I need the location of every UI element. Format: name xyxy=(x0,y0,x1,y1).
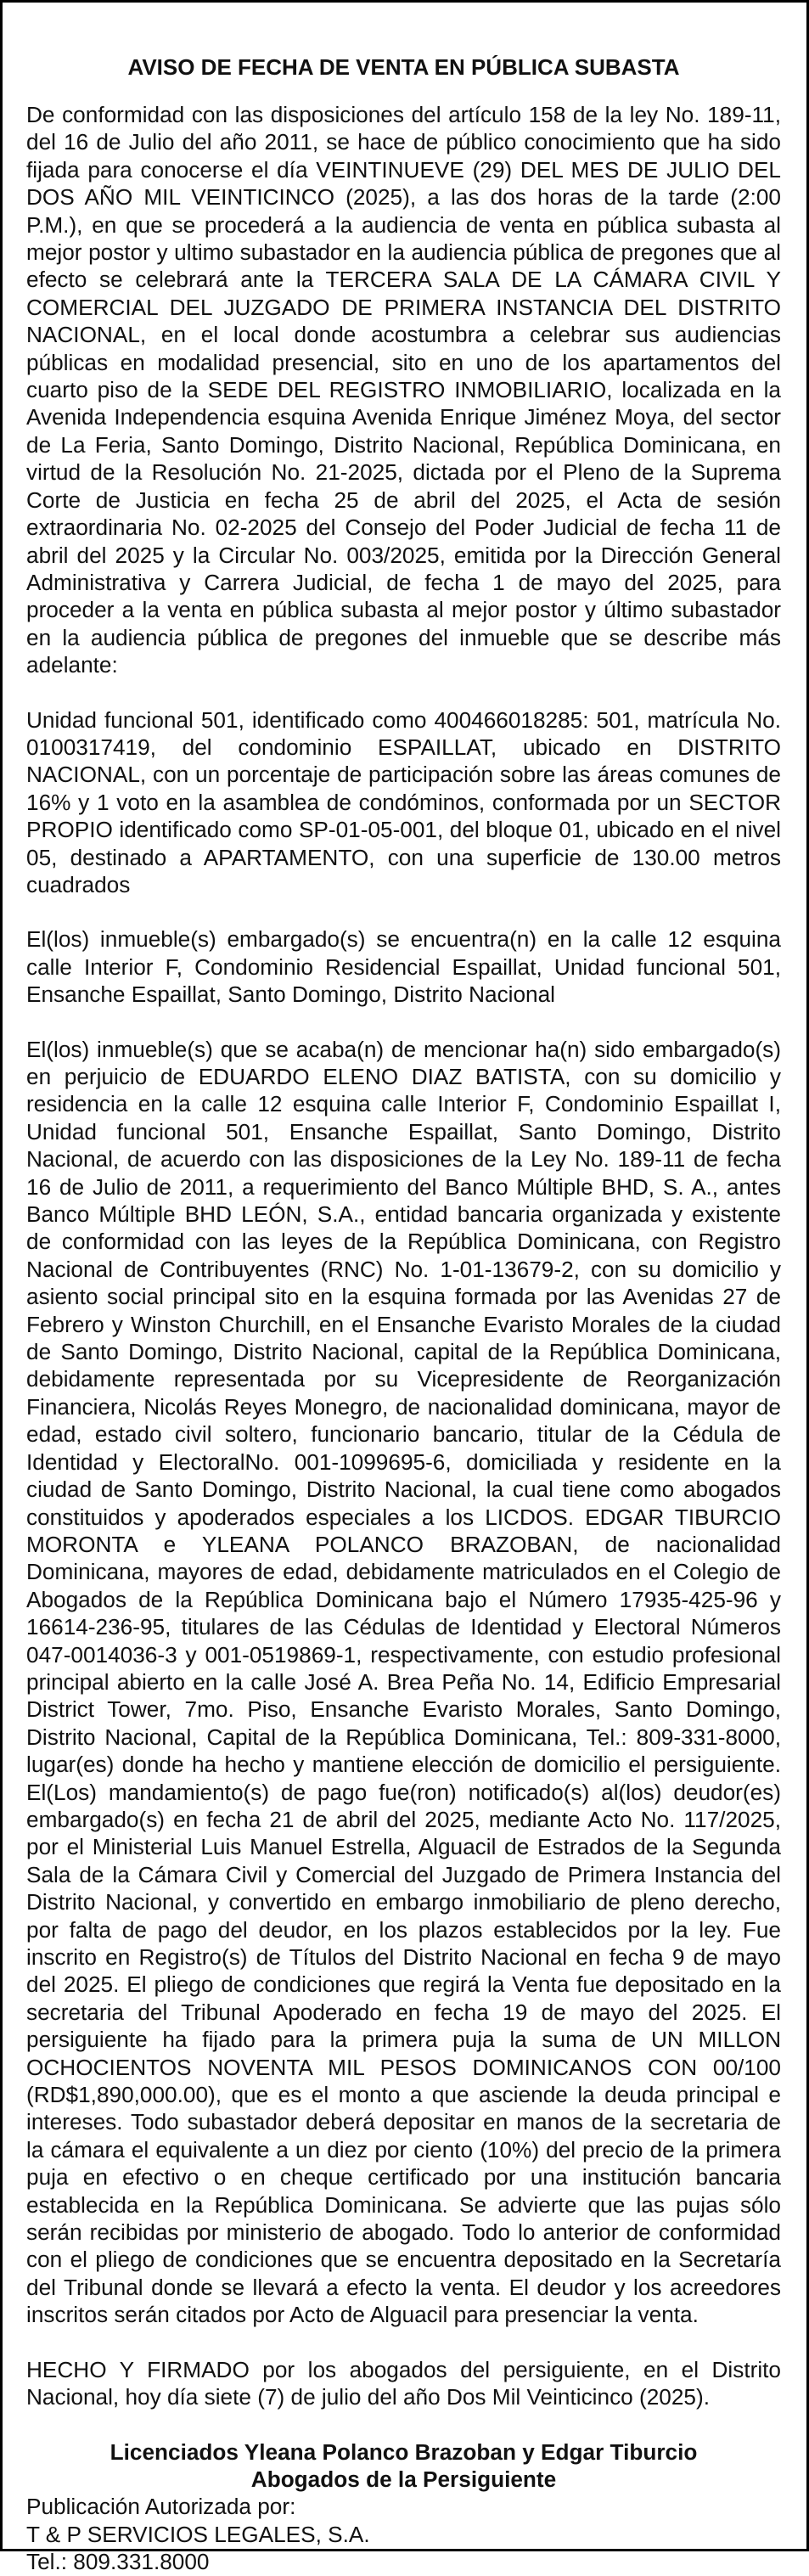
notice-paragraph-intro: De conformidad con las disposiciones del artículo 158 de la ley No. 189-11, del 16 de Julio del año 2011, se hace de público conocimiento que ha sido fijada para conocerse el día VEINTINUEVE (29) DEL MES DE JULIO DEL DOS AÑO MIL VEINTICINCO (2025), a las dos horas de la tarde (2:00 P.M.), en que se procederá a la audiencia de venta en pública subasta al mejor postor y ultimo subastador en la audiencia pública de pregones que al efecto se celebrará ante la TERCERA SALA DE LA CÁMARA CIVIL Y COMERCIAL DEL JUZGADO DE PRIMERA INSTANCIA DEL DISTRITO NACIONAL, en el local donde acostumbra a celebrar sus audiencias públicas en modalidad presencial, sito en uno de los apartamentos del cuarto piso de la SEDE DEL REGISTRO INMOBILIARIO, localizada en la Avenida Independencia esquina Avenida Enrique Jiménez Moya, del sector de La Feria, Santo Domingo, Distrito Nacional, República Dominicana, en virtud de la Resolución No. 21-2025, dictada por el Pleno de la Suprema Corte de Justicia en fecha 25 de abril del 2025, el Acta de sesión extraordinaria No. 02-2025 del Consejo del Poder Judicial de fecha 11 de abril del 2025 y la Circular No. 003/2025, emitida por la Dirección General Administrativa y Carrera Judicial, de fecha 1 de mayo del 2025, para proceder a la venta en pública subasta al mejor postor y último subastador en la audiencia pública de pregones del inmueble que se describe más adelante: xyxy=(26,102,781,678)
footer-phone: Tel.: 809.331.8000 xyxy=(26,2549,210,2575)
footer-company-name: T & P SERVICIOS LEGALES, S.A. xyxy=(26,2521,370,2547)
footer-authorized-label: Publicación Autorizada por: xyxy=(26,2494,296,2520)
signature-role: Abogados de la Persiguiente xyxy=(250,2466,557,2492)
notice-paragraph-property: Unidad funcional 501, identificado como 400466018285: 501, matrícula No. 0100317419, del condominio ESPAILLAT, ubicado en DISTRITO NACIONAL, con un porcentaje de participación sobre las áreas comunes de 16% y 1 voto en la asamblea de condóminos, conformada por un SECTOR PROPIO identificado como SP-01-05-001, del bloque 01, ubicado en el nivel 05, destinado a APARTAMENTO, con una superficie de 130.00 metros cuadrados xyxy=(26,706,781,897)
publication-footer xyxy=(26,2493,781,2575)
notice-title: AVISO DE FECHA DE VENTA EN PÚBLICA SUBASTA xyxy=(127,54,680,80)
notice-paragraph-details: El(los) inmueble(s) que se acaba(n) de mencionar ha(n) sido embargado(s) en perjuicio de EDUARDO ELENO DIAZ BATISTA, con su domicilio y residencia en la calle 12 esquina calle Interior F, Condominio Espaillat I, Unidad funcional 501, Ensanche Espaillat, Santo Domingo, Distrito Nacional, de acuerdo con las disposiciones de la Ley No. 189-11 de fecha 16 de Julio de 2011, a requerimiento del Banco Múltiple BHD, S. A., antes Banco Múltiple BHD LEÓN, S.A., entidad bancaria organizada y existente de conformidad con las leyes de la República Dominicana, con Registro Nacional de Contribuyentes (RNC) No. 1-01-13679-2, con su domicilio y asiento social principal sito en la esquina formada por las Avenidas 27 de Febrero y Winston Churchill, en el Ensanche Evaristo Morales de la ciudad de Santo Domingo, Distrito Nacional, capital de la República Dominicana, debidamente representada por su Vicepresidente de Reorganización Financiera, Nicolás Reyes Monegro, de nacionalidad dominicana, mayor de edad, estado civil soltero, funcionario bancario, titular de la Cédula de Identidad y ElectoralNo. 001-1099695-6, domiciliada y residente en la ciudad de Santo Domingo, Distrito Nacional, la cual tiene como abogados constituidos y apoderados especiales a los LICDOS. EDGAR TIBURCIO MORONTA e YLEANA POLANCO BRAZOBAN, de nacionalidad Dominicana, mayores de edad, debidamente matriculados en el Colegio de Abogados de la República Dominicana bajo el Número 17935-425-96 y 16614-236-95, titulares de las Cédulas de Identidad y Electoral Números 047-0014036-3 y 001-0519869-1, respectivamente, con estudio profesional principal abierto en la calle José A. Brea Peña No. 14, Edificio Empresarial District Tower, 7mo. Piso, Ensanche Evaristo Morales, Santo Domingo, Distrito Nacional, Capital de la República Dominicana, Tel.: 809-331-8000, lugar(es) donde ha hecho y mantiene elección de domicilio el persiguiente. El(Los) mandamiento(s) de pago fue(ron) notificado(s) al(los) deudor(es) embargado(s) en fecha 21 de abril del 2025, mediante Acto No. 117/2025, por el Ministerial Luis Manuel Estrella, Alguacil de Estrados de la Segunda Sala de la Cámara Civil y Comercial del Juzgado de Primera Instancia del Distrito Nacional, y convertido en embargo inmobiliario de pleno derecho, por falta de pago del deudor, en los plazos establecidos por la ley. Fue inscrito en Registro(s) de Títulos del Distrito Nacional en fecha 9 de mayo del 2025. El pliego de condiciones que regirá la Venta fue depositado en la secretaria del Tribunal Apoderado en fecha 19 de mayo del 2025. El persiguiente ha fijado para la primera puja la suma de UN MILLON OCHOCIENTOS NOVENTA MIL PESOS DOMINICANOS CON 00/100 (RD$1,890,000.00), que es el monto a que asciende la deuda principal e intereses. Todo subastador deberá depositar en manos de la secretaria de la cámara el equivalente a un diez por ciento (10%) del precio de la primera puja en efectivo o en cheque certificado por una institución bancaria establecida en la República Dominicana. Se advierte que las pujas sólo serán recibidas por ministerio de abogado. Todo lo anterior de conformidad con el pliego de condiciones que se encuentra depositado en la Secretaría del Tribunal donde se llevará a efecto la venta. El deudor y los acreedores inscritos serán citados por Acto de Alguacil para presenciar la venta. xyxy=(26,1036,781,2328)
notice-paragraph-signed: HECHO Y FIRMADO por los abogados del persiguiente, en el Distrito Nacional, hoy día siete (7) de julio del año Dos Mil Veinticinco (2025). xyxy=(26,2356,781,2410)
notice-paragraph-location: El(los) inmueble(s) embargado(s) se encuentra(n) en la calle 12 esquina calle Interior F, Condominio Residencial Espaillat, Unidad funcional 501, Ensanche Espaillat, Santo Domingo, Distrito Nacional xyxy=(26,926,781,1008)
signature-lawyers: Licenciados Yleana Polanco Brazoban y Edgar Tiburcio xyxy=(110,2438,698,2465)
signature-block xyxy=(26,2438,781,2494)
